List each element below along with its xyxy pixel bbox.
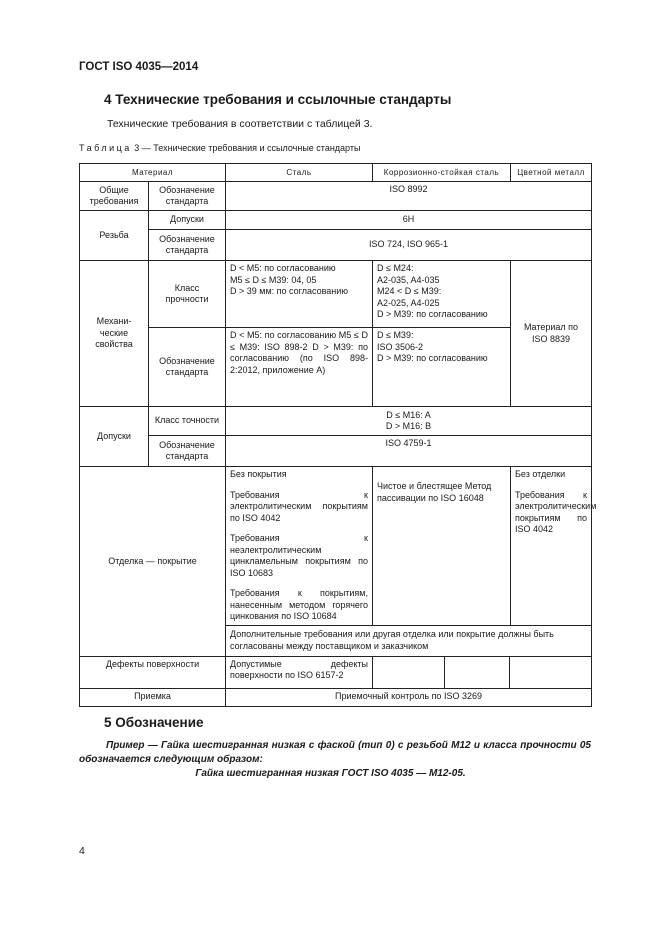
mech-label: Механи-ческие свойства	[80, 261, 149, 407]
acceptance-value: Приемочный контроль по ISO 3269	[226, 688, 592, 706]
mech-stainless-class-line: D > M39: по согласованию	[377, 309, 488, 319]
finish-nonferrous-item: Без отделки	[515, 469, 566, 479]
mech-nonferrous: Материал по ISO 8839	[511, 261, 592, 407]
section-4-text: Технические требования в соответствии с таблицей 3.	[107, 118, 373, 130]
document-header: ГОСТ ISO 4035—2014	[79, 61, 199, 73]
finish-nonferrous	[511, 467, 597, 626]
defects-empty-b	[445, 657, 510, 688]
table-row	[80, 467, 592, 626]
table-row	[80, 211, 592, 230]
designation-example: Гайка шестигранная низкая ГОСТ ISO 4035 — М12-05.	[195, 768, 466, 779]
finish-steel-item: Без покрытия	[230, 469, 287, 479]
header-steel: Сталь	[226, 164, 373, 182]
requirements-table	[79, 163, 597, 707]
mech-stainless-class-line: A2-025, A4-025	[377, 297, 440, 308]
thread-std-label: Обозначение стандарта	[149, 230, 226, 261]
tolerances-class-line: D > M16: B	[385, 421, 432, 431]
finish-steel-item: Требования к электролитическим покрытиям по ISO 4042	[230, 489, 368, 523]
finish-stainless	[373, 467, 511, 626]
mech-stainless-class-line: A2-035, A4-035	[377, 274, 440, 285]
defects-label: Дефекты поверхности	[80, 656, 226, 688]
mech-stainless-class-line: M24 < D ≤ M39:	[377, 286, 442, 296]
tolerances-std-value: ISO 4759-1	[226, 436, 592, 467]
section-5-title: 5 Обозначение	[104, 715, 204, 730]
table-row	[80, 407, 592, 436]
tolerances-std-label: Обозначение стандарта	[149, 436, 226, 467]
table-row	[80, 688, 592, 706]
finish-steel-item: Требования к неэлектролитическим цинкламельным покрытиям по ISO 10683	[230, 533, 368, 578]
general-label: Общие требования	[80, 182, 149, 211]
finish-label: Отделка — покрытие	[80, 467, 226, 657]
mech-stainless-class	[373, 261, 511, 328]
general-value: ISO 8992	[226, 182, 592, 211]
header-material: Материал	[80, 164, 226, 182]
table-caption	[79, 143, 360, 153]
finish-steel	[226, 467, 373, 626]
table-row	[80, 656, 592, 688]
mech-std-label: Обозначение стандарта	[149, 328, 226, 407]
tolerances-class-label: Класс точности	[149, 407, 226, 436]
tolerances-label: Допуски	[80, 407, 149, 467]
defects-empty	[373, 656, 592, 688]
table-row	[80, 261, 592, 328]
mech-stainless-std-line: D > M39: по согласованию	[377, 353, 488, 363]
thread-std-value: ISO 724, ISO 965-1	[226, 230, 592, 261]
finish-additional: Дополнительные требования или другая отделка или покрытие должны быть согласованы между поставщиком и заказчиком	[226, 625, 592, 656]
table-row	[80, 182, 592, 211]
acceptance-label: Приемка	[80, 688, 226, 706]
mech-class-label: Класс прочности	[149, 261, 226, 328]
header-nonferrous: Цветной металл	[511, 164, 592, 182]
defects-empty-c	[510, 657, 591, 688]
mech-stainless-std-line: D ≤ M39:	[377, 330, 414, 340]
finish-nonferrous-item: Требования к электролитическим покрытиям по ISO 4042	[515, 489, 597, 534]
table-caption-prefix: Таблица	[79, 143, 132, 153]
table-row	[80, 230, 592, 261]
defects-empty-a	[373, 657, 445, 688]
defects-value: Допустимые дефекты поверхности по ISO 6157-2	[226, 656, 373, 688]
thread-label: Резьба	[80, 211, 149, 261]
finish-steel-item: Требования к покрытиям, нанесенным методом горячего цинкования по ISO 10684	[230, 588, 368, 621]
thread-tol-label: Допуски	[149, 211, 226, 230]
example-text: Пример — Гайка шестигранная низкая с фаской (тип 0) с резьбой M12 и класса прочности 05 обозначается следующим образом:	[79, 740, 591, 765]
mech-steel-class	[226, 261, 373, 328]
table-row	[80, 436, 592, 467]
mech-stainless-std	[373, 328, 511, 407]
table-caption-text: 3 — Технические требования и ссылочные стандарты	[131, 143, 361, 153]
mech-steel-class-line: D < M5: по согласованию	[230, 263, 336, 273]
mech-steel-class-line: M5 ≤ D ≤ M39: 04, 05	[230, 274, 317, 285]
header-stainless: Коррозионно-стойкая сталь	[373, 164, 511, 182]
mech-steel-class-line: D > 39 мм: по согласованию	[230, 286, 349, 296]
thread-tol-value: 6H	[226, 211, 592, 230]
general-sub: Обозначение стандарта	[149, 182, 226, 211]
section-4-title: 4 Технические требования и ссылочные стандарты	[104, 92, 452, 107]
mech-steel-std: D < M5: по согласованию M5 ≤ D ≤ M39: ISO 898-2 D > M39: по согласованию (по ISO 898-2:2012, приложение А)	[226, 328, 373, 407]
finish-stainless-text: Чистое и блестящее Метод пассивации по ISO 16048	[377, 481, 492, 503]
tolerances-class-values	[226, 407, 592, 436]
page-number: 4	[79, 845, 85, 857]
mech-stainless-class-line: D ≤ M24:	[377, 263, 414, 273]
table-header-row	[80, 164, 592, 182]
tolerances-class-line: D ≤ M16: A	[386, 409, 431, 420]
mech-stainless-std-line: ISO 3506-2	[377, 341, 424, 352]
